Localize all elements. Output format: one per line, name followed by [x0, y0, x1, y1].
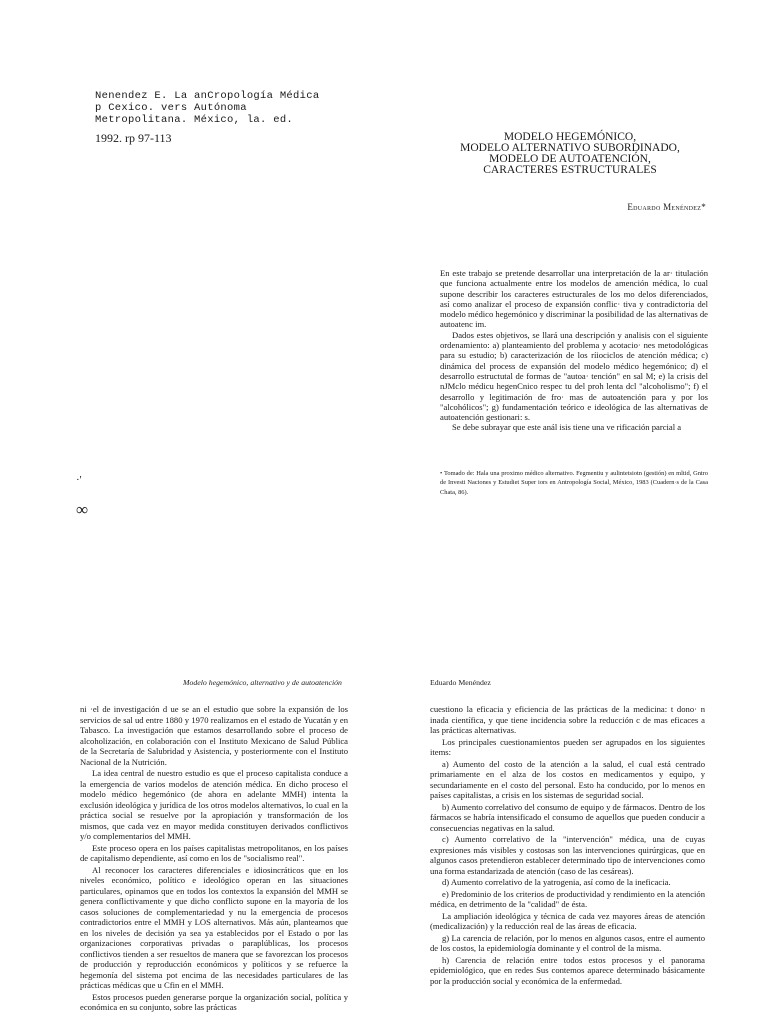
body-paragraph: h) Carencia de relación entre todos estos procesos y el panorama epidemiológico, que en redes Sus contemos aparece determinado básicamente por la producción social y económica de la enfermedad.: [430, 954, 705, 986]
citation-line-2: p Cexico. vers Autónoma: [95, 102, 247, 114]
title-line-2: MODELO ALTERNATIVO SUBORDINADO,: [460, 142, 680, 154]
title-line-3: MODELO DE AUTOATENCIÓN,: [489, 153, 651, 165]
abstract-text: [440, 268, 708, 433]
body-paragraph: c) Aumento correlativo de la "intervención" médica, una de cuyas expresiones más visibles y costosas son las intervenciones quirúrgicas, que en algunos casos pretendieron establecer determinado tipo de intervenciones como una forma estandarizada de atención (caso de las cesáreas).: [430, 834, 705, 876]
body-column-left: [80, 704, 348, 1014]
title-line-4: CARACTERES ESTRUCTURALES: [483, 164, 657, 176]
margin-mark: ·': [76, 474, 82, 486]
body-paragraph: cuestiono la eficacia y eficiencia de las prácticas de la medicina: t dono· n inada científica, y que tiene incidencia sobre la reducción c de mas eficaces a las prácticas alternativas.: [430, 704, 705, 735]
abstract-paragraph: En este trabajo se pretende desarrollar una interpretación de la ar· titulación que funciona actualmente entre los modelos de amención médica, lo cual supone describir los caracteres estructurales de los mo delos diferenciados, así como analizar el proceso de expansión conflic· tiva y contradictoria del modelo médico hegemónico y discriminar la posibilidad de las alternativas de autoatenc im.: [440, 268, 708, 330]
running-header-right: Eduardo Menéndez: [430, 678, 491, 687]
body-paragraph: La ampliación ideológica y técnica de cada vez mayores áreas de atención (medicalización) y la reducción real de las áreas de eficacia.: [430, 910, 705, 931]
body-paragraph: Estos procesos pueden generarse porque la organización social, política y económica en su conjunto, sobre las prácticas: [80, 991, 348, 1012]
body-paragraph: b) Aumento correlativo del consumo de equipo y de fármacos. Dentro de los fármacos se habría intensificado el consumo de aquellos que pueden conducir a consecuencias negativas en la salud.: [430, 801, 705, 833]
citation-block: [95, 90, 395, 144]
article-title: [440, 132, 700, 176]
body-paragraph: Los principales cuestionamientos pueden ser agrupados en los siguientes items:: [430, 736, 705, 757]
body-paragraph: Este proceso opera en los países capitalistas metropolitanos, en los países de capitalismo dependiente, así como en los de "socialismo real".: [80, 842, 348, 863]
body-paragraph: La idea central de nuestro estudio es que el proceso capitalista conduce a la emergencia de varios modelos de atención médica. En dicho proceso el modelo médico hegemónico (de ahora en adelante MMH) intenta la exclusión ideológica y jurídica de los otros modelos alternativos, lo cual en la práctica social se resuelve por la apropiación y transformación de los mismos, que cada vez en mayor medida constituyen derivados conflictivos y/o complementarios del MMH.: [80, 768, 348, 841]
body-paragraph: g) La carencia de relación, por lo menos en algunos casos, entre el aumento de los costos, la epidemiología dominante y el control de la misma.: [430, 932, 705, 953]
body-column-right: [430, 704, 705, 987]
citation-line-3: Metropolitana. México, la. ed.: [95, 114, 294, 126]
abstract-paragraph: Se debe subrayar que este anál isis tiene una ve rificación parcial a: [452, 422, 682, 433]
running-header-left: Modelo hegemónico, alternativo y de autoatención: [183, 678, 342, 687]
citation-pages: 1992. rp 97-113: [95, 131, 172, 145]
abstract-paragraph: Dados estes objetivos, se llará una descripción y analisis con el siguiente ordenamiento: a) planteamiento del problema y acotacio· nes metodológicas para su estudio; b) caracterización de los ríiociclos de atención médica; c) dinámica del process de expansión del modelo médico hegemónico; d) el desarrollo estructutal de formas de "autoa· tención" en sal M; e) la crisis del nJMclo médicu hegenCnico respec tu del proh lenta dcl "alcoholismo"; f) el desarrollo y legitimación de fro· mas de autoatención para y por los "alcohólicos"; g) fundamentación teórico e ideológica de las alternativas de autoatención gestionari: s.: [440, 329, 708, 423]
author-name: Eduardo Menéndez*: [627, 202, 706, 212]
body-paragraph: d) Aumento correlativo de la yatrogenia, así como de la ineficacia.: [442, 877, 671, 887]
body-paragraph: e) Predominio de los criterios de productividad y rendimiento en la atención médica, en detrimento de la "calidad" de ésta.: [430, 888, 705, 909]
body-paragraph: a) Aumento del costo de la atención a la salud, el cual está centrado primariamente en el alza de los costos en medicamentos y equipo, y secundariamente en el costo del personal. Esto ha conducido, por lo menos en países capitalistas, a crisis en los sistemas de seguridad social.: [430, 758, 705, 800]
citation-line-1: Nenendez E. La anCropología Médica: [95, 90, 320, 102]
infinity-mark: ∞: [76, 500, 89, 519]
footnote: • Tomado de: Hala una proximo médico alternativo. Fegmentiu y aulintetsiotn (gestión) en mltid, Gntro de Investi Naciones y Estudiet Super iors en Antropología Social, México, 1983 (Cuadern·s de la Casa Chata, 86).: [440, 470, 708, 496]
body-paragraph: ni ·el de investigación d ue se an el estudio que sobre la expansión de los servicios de sal ud entre 1880 y 1970 realizamos en el estado de Yucatán y en Tabasco. La investigación que estamos desarrollando sobre el proceso de alcoholización, en colaboración con el Instituto Mexicano de Salud Pública de la Secretaría de Salubridad y Asistencia, y posteriormente con el Instituto Nacional de la Nutrición.: [80, 704, 348, 767]
title-line-1: MODELO HEGEMÓNICO,: [503, 131, 637, 143]
body-paragraph: Al reconocer los caracteres diferenciales e idiosincráticos que en los niveles económico, político e ideológico operan en las situaciones particulares, opinamos que en todos los contextos la expansión del MMH se genera conflictivamente y que dicho conflicto supone en la mayoría de los casos soluciones de complementariedad y nu la emergencia de procesos contradictorios entre el MMH y LOS alternativos. Más aún, planteamos que en los niveles de decisión ya sea ya establecidos por el Estado o por las organizaciones corporativas privadas o paraplúblicas, los procesos conflictivos tienden a ser resueltos de manera que se favorezcan los procesos de producción y reproducción económicos y políticos y se refuerce la hegemonía del sistema pot encima de las necesidades particulares de las prácticas médicas que u Cfin en el MMH.: [80, 864, 348, 990]
